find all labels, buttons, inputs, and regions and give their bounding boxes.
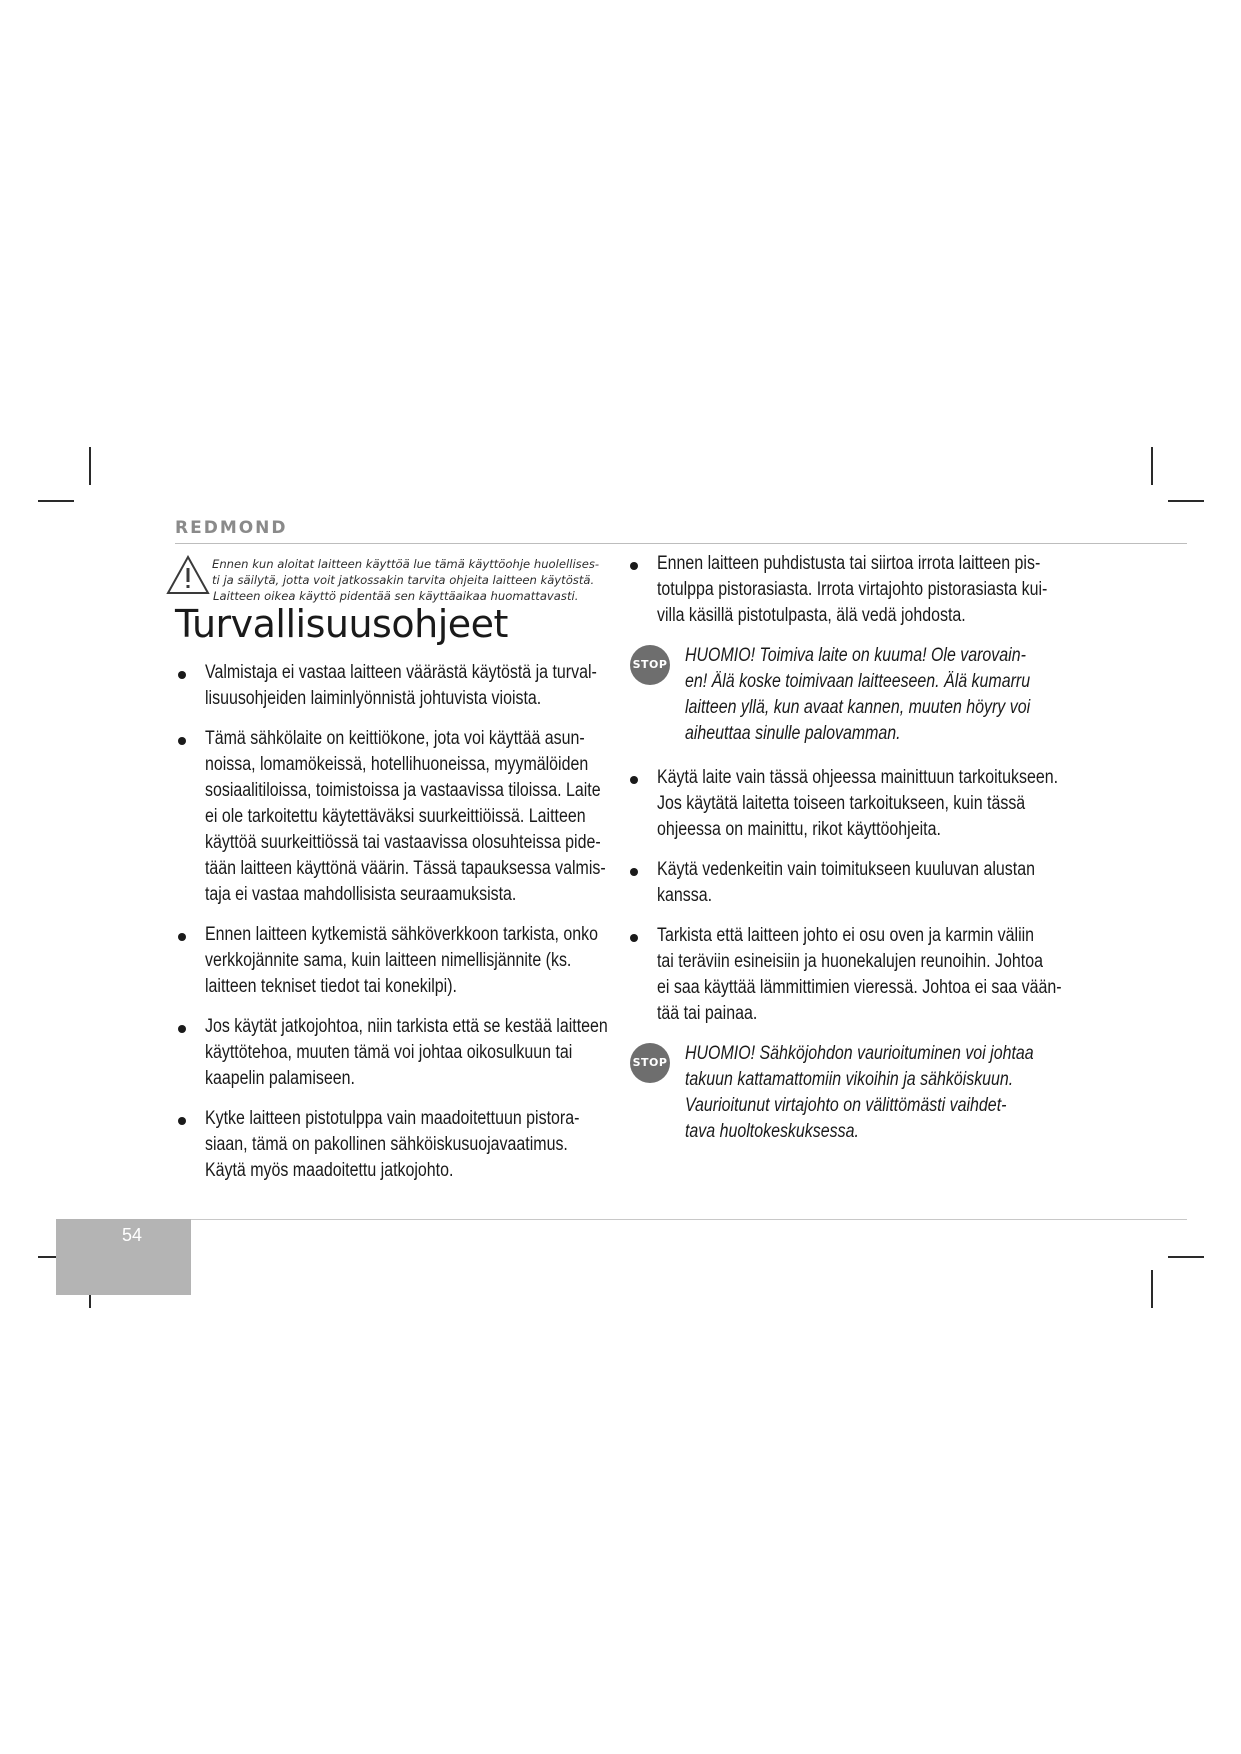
crop-mark xyxy=(1151,447,1153,485)
text-line: ei ole tarkoitettu käytettäväksi suurkeittiöissä. Laitteen xyxy=(205,806,586,827)
list-item xyxy=(630,765,1090,843)
text-line: takuun kattamattomiin vikoihin ja sähköiskuun. xyxy=(685,1069,1014,1090)
bullet-icon xyxy=(178,737,186,745)
item-text xyxy=(205,1106,618,1184)
item-text xyxy=(657,765,1090,843)
intro-line: Laitteen oikea käyttö pidentää sen käyttäaikaa huomattavasti. xyxy=(213,589,579,603)
list-item xyxy=(630,857,1090,909)
text-line: kaapelin palamiseen. xyxy=(205,1068,355,1089)
text-line: ei saa käyttää lämmittimien vieressä. Johtoa ei saa vään- xyxy=(657,977,1062,998)
text-line: en! Älä koske toimivaan laitteeseen. Älä kumarru xyxy=(685,671,1031,692)
text-line: Käytä laite vain tässä ohjeessa mainittuun tarkoitukseen. xyxy=(657,767,1059,788)
crop-mark xyxy=(89,447,91,485)
text-line: taja ei vastaa mahdollisista seuraamuksista. xyxy=(205,884,517,905)
text-line: tai teräviin esineisiin ja huonekalujen reunoihin. Johtoa xyxy=(657,951,1043,972)
item-text xyxy=(657,551,1090,629)
intro-line: ti ja säilytä, jotta voit jatkossakin tarvita ohjeita laitteen käytöstä. xyxy=(212,573,595,587)
text-line: sosiaalitiloissa, toimistoissa ja vastaavissa tiloissa. Laite xyxy=(205,780,601,801)
bullet-icon xyxy=(630,868,638,876)
list-item xyxy=(178,726,618,908)
text-line: ohjeessa on mainittu, rikot käyttöohjeita. xyxy=(657,819,941,840)
page-number: 54 xyxy=(122,1225,143,1245)
text-line: Vaurioitunut virtajohto on välittömästi vaihdet- xyxy=(685,1095,1007,1116)
item-text xyxy=(657,857,1090,909)
crop-mark xyxy=(1151,1270,1153,1308)
text-line: lisuusohjeiden laiminlyönnistä johtuvista vioista. xyxy=(205,688,542,709)
warning-triangle-icon xyxy=(166,555,210,595)
text-line: Valmistaja ei vastaa laitteen väärästä käytöstä ja turval- xyxy=(205,662,597,683)
list-item xyxy=(178,1014,618,1092)
item-text xyxy=(205,660,618,712)
bullet-icon xyxy=(178,671,186,679)
footer-rule xyxy=(56,1219,1187,1220)
text-line: Ennen laitteen kytkemistä sähköverkkoon tarkista, onko xyxy=(205,924,599,945)
text-line: käyttöä suurkeittiössä tai vastaavissa olosuhteissa pide- xyxy=(205,832,601,853)
list-item xyxy=(178,922,618,1000)
header-rule xyxy=(175,543,1187,544)
item-text xyxy=(657,923,1090,1027)
text-line: laitteen yllä, kun avaat kannen, muuten höyry voi xyxy=(685,697,1031,718)
intro-line: Ennen kun aloitat laitteen käyttöä lue tämä käyttöohje huolellises- xyxy=(212,557,600,571)
bullet-icon xyxy=(630,934,638,942)
bullet-icon xyxy=(630,776,638,784)
text-line: totulppa pistorasiasta. Irrota virtajohto pistorasiasta kui- xyxy=(657,579,1048,600)
list-item xyxy=(178,1106,618,1184)
item-text xyxy=(205,922,618,1000)
text-line: HUOMIO! Toimiva laite on kuuma! Ole varovain- xyxy=(685,645,1026,666)
item-text xyxy=(685,1041,1090,1145)
text-line: Tämä sähkölaite on keittiökone, jota voi käyttää asun- xyxy=(205,728,585,749)
item-text xyxy=(205,726,618,908)
text-line: Käytä vedenkeitin vain toimitukseen kuuluvan alustan xyxy=(657,859,1035,880)
list-item xyxy=(630,923,1090,1027)
item-text xyxy=(685,643,1090,747)
intro-note xyxy=(212,556,612,604)
text-line: verkkojännite sama, kuin laitteen nimellisjännite (ks. xyxy=(205,950,572,971)
item-text xyxy=(205,1014,618,1092)
warning-note xyxy=(630,1041,1090,1145)
bullet-icon xyxy=(630,562,638,570)
bullet-icon xyxy=(178,1117,186,1125)
text-line: tava huoltokeskuksessa. xyxy=(685,1121,859,1142)
stop-icon: STOP xyxy=(630,645,670,685)
text-line: Käytä myös maadoitettu jatkojohto. xyxy=(205,1160,454,1181)
text-line: Jos käytätä laitetta toiseen tarkoitukseen, kuin tässä xyxy=(657,793,1026,814)
stop-icon: STOP xyxy=(630,1043,670,1083)
text-line: Ennen laitteen puhdistusta tai siirtoa irrota laitteen pis- xyxy=(657,553,1041,574)
list-item xyxy=(630,551,1090,629)
crop-mark xyxy=(1168,500,1204,502)
crop-mark xyxy=(38,500,74,502)
text-line: kanssa. xyxy=(657,885,713,906)
text-line: Jos käytät jatkojohtoa, niin tarkista että se kestää laitteen xyxy=(205,1016,608,1037)
bullet-icon xyxy=(178,933,186,941)
text-line: Kytke laitteen pistotulppa vain maadoitettuun pistora- xyxy=(205,1108,580,1129)
left-column xyxy=(178,660,618,1198)
bullet-icon xyxy=(178,1025,186,1033)
text-line: aiheuttaa sinulle palovamman. xyxy=(685,723,901,744)
text-line: HUOMIO! Sähköjohdon vaurioituminen voi johtaa xyxy=(685,1043,1034,1064)
list-item xyxy=(178,660,618,712)
right-column xyxy=(630,551,1090,1163)
text-line: tää tai painaa. xyxy=(657,1003,758,1024)
text-line: siaan, tämä on pakollinen sähköiskusuojavaatimus. xyxy=(205,1134,568,1155)
crop-mark xyxy=(1168,1256,1204,1258)
brand-logo: REDMOND xyxy=(175,518,288,538)
page-title: Turvallisuusohjeet xyxy=(175,602,508,646)
text-line: käyttötehoa, muuten tämä voi johtaa oikosulkuun tai xyxy=(205,1042,573,1063)
text-line: tään laitteen käyttönä väärin. Tässä tapauksessa valmis- xyxy=(205,858,606,879)
text-line: Tarkista että laitteen johto ei osu oven ja karmin väliin xyxy=(657,925,1035,946)
text-line: villa käsillä pistotulpasta, älä vedä johdosta. xyxy=(657,605,966,626)
text-line: laitteen tekniset tiedot tai konekilpi). xyxy=(205,976,457,997)
warning-note xyxy=(630,643,1090,747)
text-line: noissa, lomamökeissä, hotellihuoneissa, myymälöiden xyxy=(205,754,589,775)
